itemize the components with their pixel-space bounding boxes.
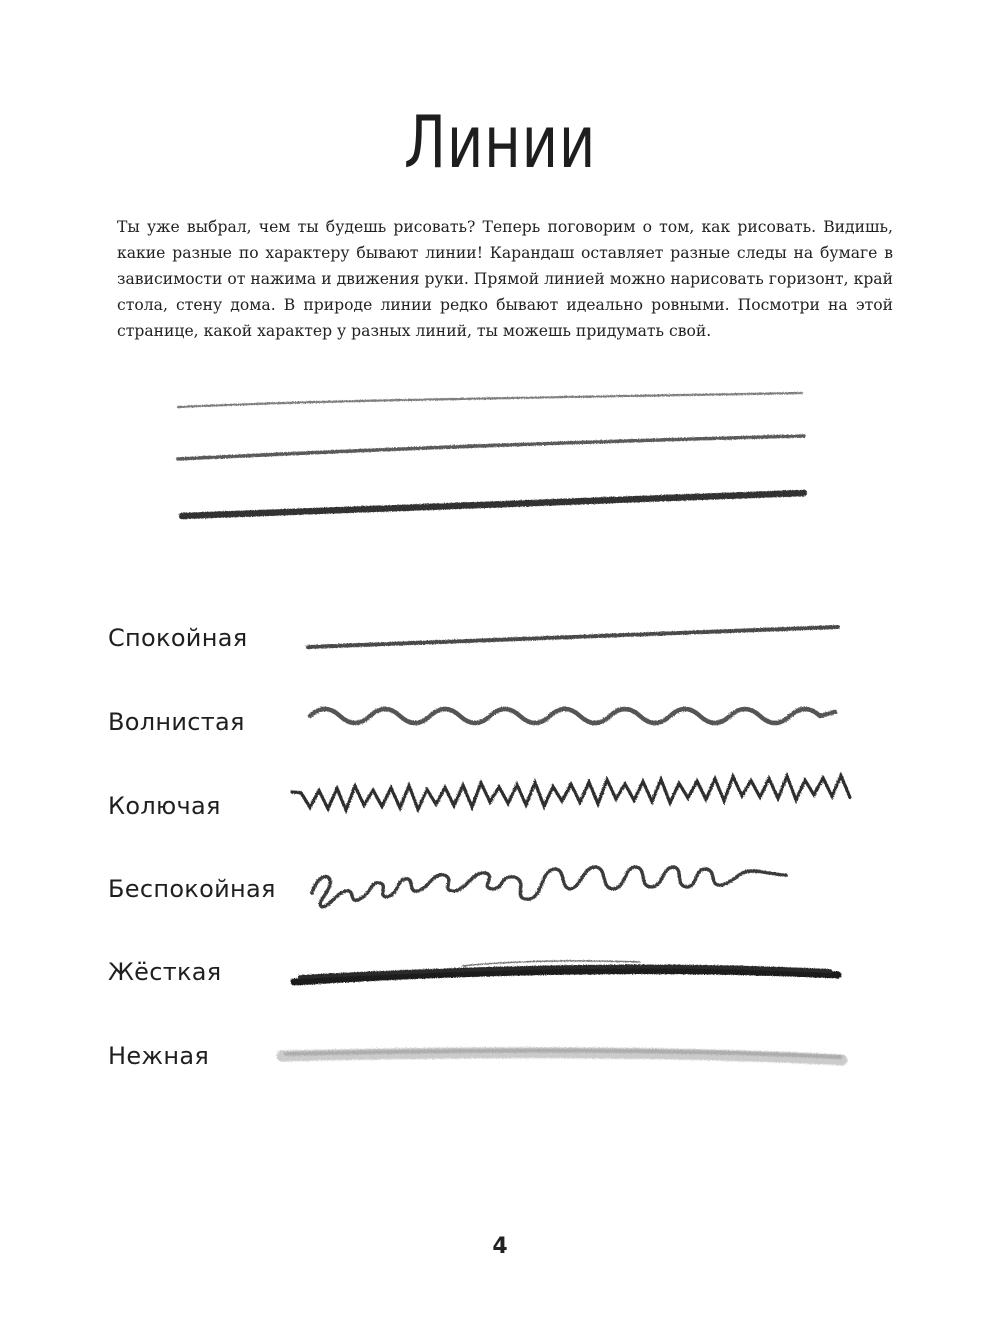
- line-label-restless: Беспокойная: [108, 875, 276, 903]
- restless-line: [312, 867, 786, 907]
- line-label-tender: Нежная: [108, 1042, 210, 1070]
- line-label-hard: Жёсткая: [108, 958, 222, 986]
- wavy-line: [310, 709, 835, 723]
- line-label-wavy: Волнистая: [108, 708, 245, 736]
- line-label-calm: Спокойная: [108, 624, 248, 652]
- hard-line: [294, 961, 838, 982]
- spiky-line: [292, 776, 850, 810]
- thick-pressure-line: [182, 493, 804, 516]
- intro-paragraph: Ты уже выбрал, чем ты будешь рисовать? Теперь поговорим о том, как рисовать. Видишь, какие разные по характеру бывают линии! Карандаш оставляет разные следы на бумаге в зависимости от нажима и движения руки. Прямой линией можно нарисовать горизонт, край стола, стену дома. В природе линии редко бывают идеально ровными. Посмотри на этой странице, какой характер у разных линий, ты можешь придумать свой.: [117, 218, 893, 340]
- pressure-lines: [178, 393, 804, 516]
- medium-pressure-line: [178, 436, 804, 459]
- calm-line: [308, 627, 838, 647]
- thin-pressure-line: [178, 393, 802, 407]
- page-number: 4: [492, 1234, 508, 1259]
- page-title: Линии: [403, 100, 597, 184]
- line-label-spiky: Колючая: [108, 792, 221, 820]
- tender-line: [282, 1051, 842, 1060]
